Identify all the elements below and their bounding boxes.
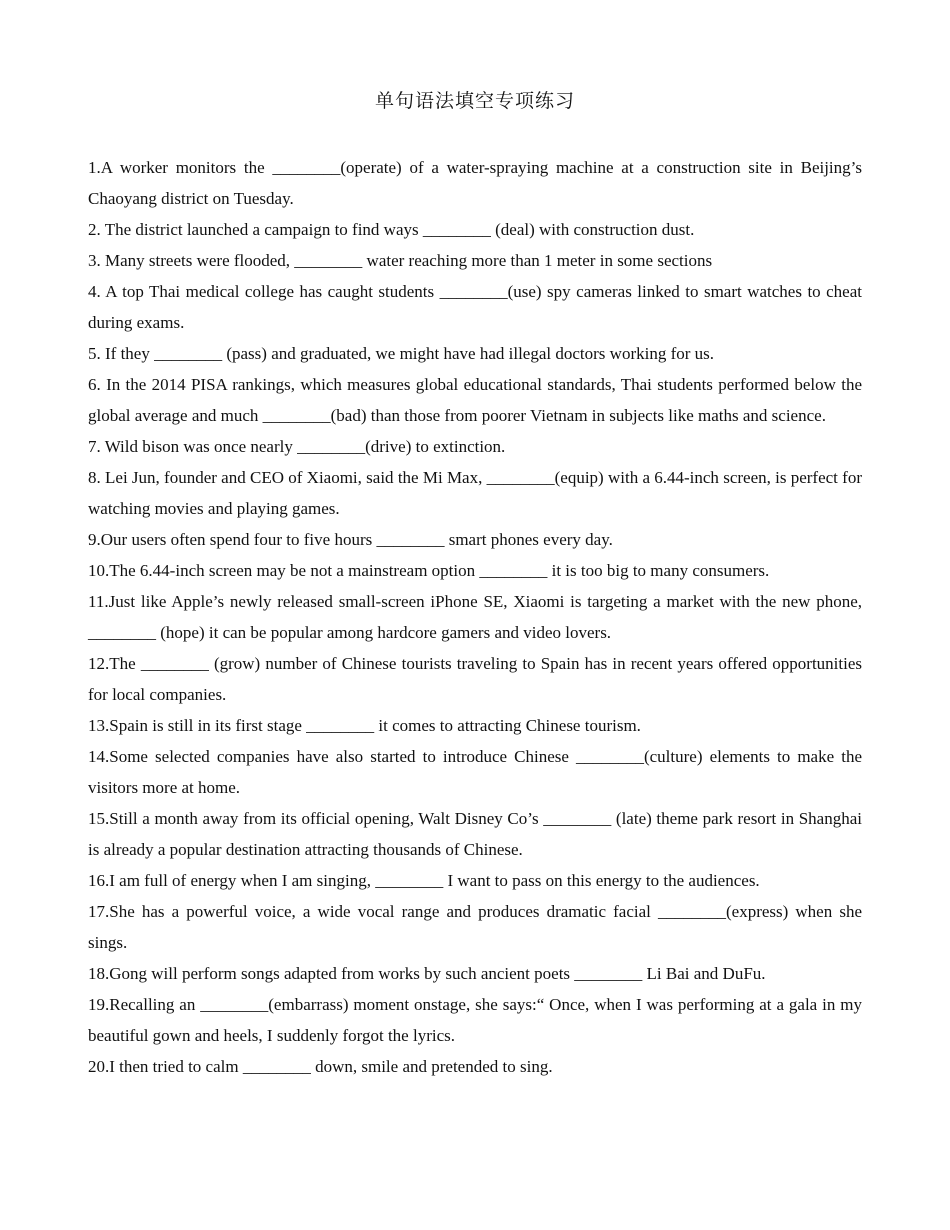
exercise-item-20: 20.I then tried to calm ________ down, smile and pretended to sing. — [88, 1057, 553, 1076]
exercise-item-3: 3. Many streets were flooded, ________ water reaching more than 1 meter in some sections — [88, 251, 713, 270]
page-title: 单句语法填空专项练习 — [374, 90, 575, 112]
exercise-item-4: 4. A top Thai medical college has caught students ________(use) spy cameras linked to smart watches to cheat during exams. — [88, 282, 862, 332]
exercise-item-12: 12.The ________ (grow) number of Chinese tourists traveling to Spain has in recent years offered opportunities for local companies. — [88, 654, 862, 704]
exercise-item-1: 1.A worker monitors the ________(operate) of a water-spraying machine at a construction site in Beijing’s Chaoyang district on Tuesday. — [88, 158, 862, 208]
exercise-item-10: 10.The 6.44-inch screen may be not a mainstream option ________ it is too big to many consumers. — [88, 561, 770, 580]
exercise-item-5: 5. If they ________ (pass) and graduated, we might have had illegal doctors working for us. — [88, 344, 715, 363]
exercise-item-8: 8. Lei Jun, founder and CEO of Xiaomi, said the Mi Max, ________(equip) with a 6.44-inch screen, is perfect for watching movies and playing games. — [88, 468, 862, 518]
exercise-item-9: 9.Our users often spend four to five hours ________ smart phones every day. — [88, 530, 613, 549]
exercise-item-14: 14.Some selected companies have also started to introduce Chinese ________(culture) elements to make the visitors more at home. — [88, 747, 862, 797]
exercise-list — [88, 152, 862, 1082]
exercise-item-6: 6. In the 2014 PISA rankings, which measures global educational standards, Thai students performed below the global average and much ________(bad) than those from poorer Vietnam in subjects like maths and science. — [88, 375, 862, 425]
exercise-item-2: 2. The district launched a campaign to find ways ________ (deal) with construction dust. — [88, 220, 695, 239]
exercise-item-18: 18.Gong will perform songs adapted from works by such ancient poets ________ Li Bai and DuFu. — [88, 964, 766, 983]
exercise-item-11: 11.Just like Apple’s newly released small-screen iPhone SE, Xiaomi is targeting a market with the new phone, ________ (hope) it can be popular among hardcore gamers and video lovers. — [88, 592, 862, 642]
exercise-item-19: 19.Recalling an ________(embarrass) moment onstage, she says:“ Once, when I was performing at a gala in my beautiful gown and heels, I suddenly forgot the lyrics. — [88, 995, 862, 1045]
exercise-item-16: 16.I am full of energy when I am singing, ________ I want to pass on this energy to the audiences. — [88, 871, 760, 890]
exercise-item-13: 13.Spain is still in its first stage ________ it comes to attracting Chinese tourism. — [88, 716, 641, 735]
exercise-item-17: 17.She has a powerful voice, a wide vocal range and produces dramatic facial ________(express) when she sings. — [88, 902, 862, 952]
exercise-item-7: 7. Wild bison was once nearly ________(drive) to extinction. — [88, 437, 506, 456]
exercise-item-15: 15.Still a month away from its official opening, Walt Disney Co’s ________ (late) theme park resort in Shanghai is already a popular destination attracting thousands of Chinese. — [88, 809, 862, 859]
